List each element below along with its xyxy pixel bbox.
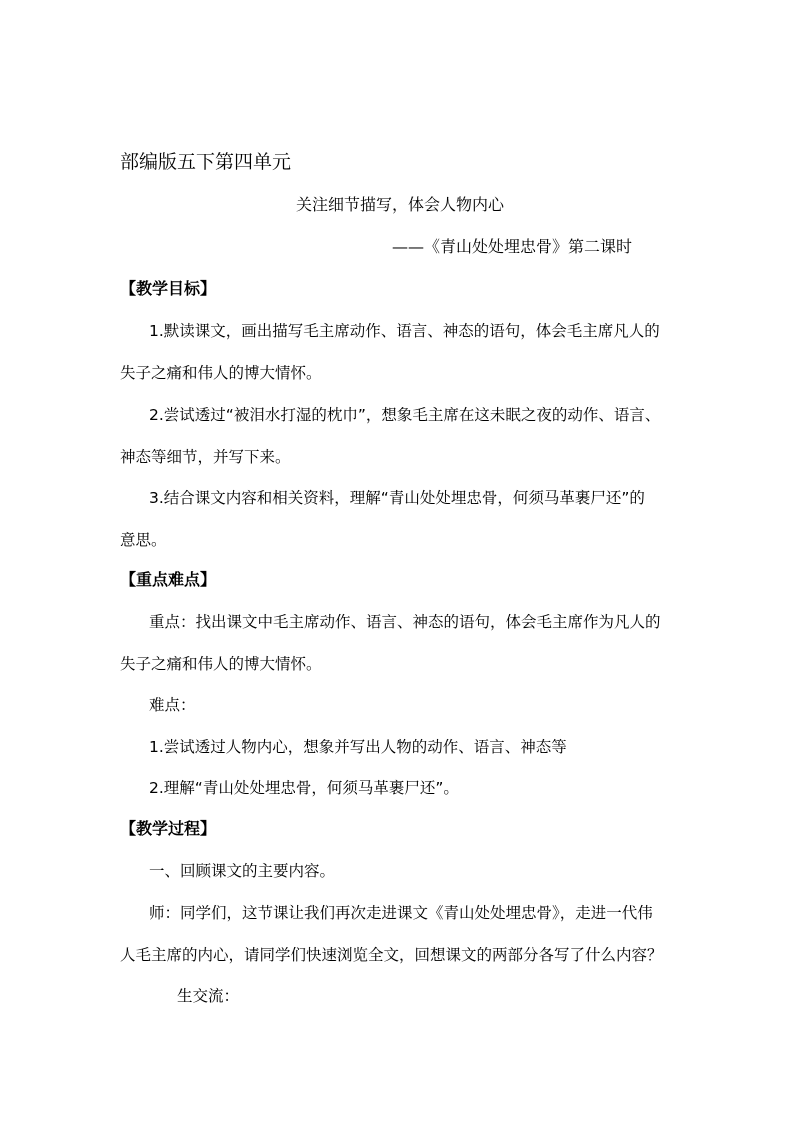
page-subtitle: ——《青山处处埋忠骨》第二课时 [392,237,633,256]
goal-2-line-2: 神态等细节，并写下来。 [120,448,291,466]
goals-heading: 【教学目标】 [120,279,217,298]
student-exchange: 生交流： [177,987,240,1005]
process-heading: 【教学过程】 [120,819,217,838]
goal-2-line-1: 2.尝试透过“被泪水打湿的枕巾”，想象毛主席在这未眠之夜的动作、语言、 [149,406,661,424]
key-points-heading: 【重点难点】 [120,570,217,589]
unit-label: 部编版五下第四单元 [120,151,292,173]
difficult-point-1: 1.尝试透过人物内心，想象并写出人物的动作、语言、神态等 [149,738,567,756]
process-step-1: 一、回顾课文的主要内容。 [149,862,336,880]
difficult-label: 难点： [149,696,196,714]
goal-3-line-2: 意思。 [120,531,167,549]
goal-3-line-1: 3.结合课文内容和相关资料，理解“青山处处埋忠骨，何须马革裹尸还”的 [149,489,645,507]
page-title: 关注细节描写，体会人物内心 [296,195,505,214]
teacher-line-2: 人毛主席的内心，请同学们快速浏览全文，回想课文的两部分各写了什么内容？ [120,946,663,964]
goal-1-line-2: 失子之痛和伟人的博大情怀。 [120,364,322,382]
key-point-line-2: 失子之痛和伟人的博大情怀。 [120,655,322,673]
key-point-line-1: 重点：找出课文中毛主席动作、语言、神态的语句，体会毛主席作为凡人的 [149,613,661,631]
goal-1-line-1: 1.默读课文，画出描写毛主席动作、语言、神态的语句，体会毛主席凡人的 [149,322,660,340]
difficult-point-2: 2.理解“青山处处埋忠骨，何须马革裹尸还”。 [149,779,459,797]
teacher-line-1: 师：同学们，这节课让我们再次走进课文《青山处处埋忠骨》，走进一代伟 [149,904,653,922]
